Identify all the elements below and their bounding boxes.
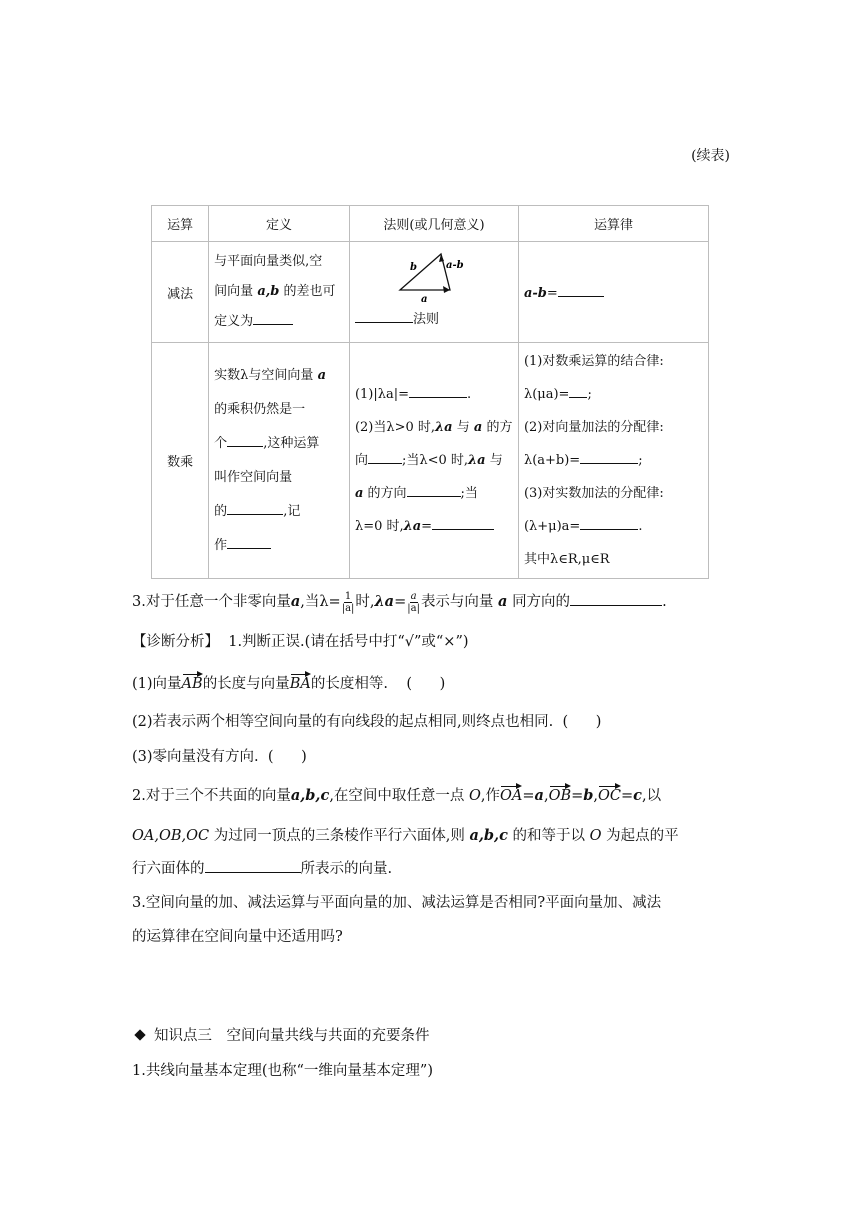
operations-table xyxy=(151,205,709,579)
header-laws: 运算律 xyxy=(518,206,708,242)
scalar-rule: (1)|λa|= . (2)当λ>0 时,λa 与 a 的方 向 ;当λ<0 时,λa 与 a 的方向 ;当 λ=0 时,λa= xyxy=(349,343,518,579)
question-3-line-1: 3.空间向量的加、减法运算与平面向量的加、减法运算是否相同?平面向量加、减法 xyxy=(132,895,662,911)
statement-2: (2)若表示两个相等空间向量的有向线段的起点相同,则终点也相同. ( ) xyxy=(132,714,602,730)
scalar-row xyxy=(152,343,709,579)
header-operation: 运算 xyxy=(152,206,209,242)
answer-parentheses[interactable]: ( ) xyxy=(406,676,446,692)
figure-label-a-minus-b: a-b xyxy=(445,260,464,271)
scalar-definition: 实数λ与空间向量 a 的乘积仍然是一 个 ,这种运算 叫作空间向量 的 ,记 作 xyxy=(209,343,350,579)
scalar-op: 数乘 xyxy=(152,343,209,579)
table-header-row xyxy=(152,206,709,242)
subtraction-laws: a-b= xyxy=(518,242,708,343)
answer-blank[interactable] xyxy=(227,536,271,549)
fraction: $\frac{1}{|a|}$ xyxy=(341,590,355,614)
subtraction-rule: b a-b a 法则 xyxy=(349,242,518,343)
vector-ab: AB xyxy=(181,676,203,692)
answer-blank[interactable] xyxy=(407,484,461,497)
figure-label-b: b xyxy=(409,262,417,273)
question-2-line-1: 2.对于三个不共面的向量a,b,c,在空间中取任意一点 O,作OA=a,OB=b,OC=c,以 xyxy=(132,787,662,804)
triangle-rule-figure xyxy=(355,252,513,308)
continuation-label: (续表) xyxy=(691,148,730,164)
answer-blank[interactable] xyxy=(558,284,604,297)
answer-blank[interactable] xyxy=(409,385,467,398)
answer-blank[interactable] xyxy=(253,312,293,325)
header-rule: 法则(或几何意义) xyxy=(349,206,518,242)
question-3-line-2: 的运算律在空间向量中还适用吗? xyxy=(132,929,343,945)
answer-blank[interactable] xyxy=(580,451,638,464)
diamond-bullet-icon xyxy=(134,1029,145,1040)
header-definition: 定义 xyxy=(209,206,350,242)
statement-1: (1)向量AB的长度与向量BA的长度相等. ( ) xyxy=(132,676,446,692)
answer-parentheses[interactable]: ( ) xyxy=(267,749,307,765)
fraction: $\frac{a}{|a|}$ xyxy=(407,590,420,614)
answer-blank[interactable] xyxy=(227,502,283,515)
answer-blank[interactable] xyxy=(580,517,638,530)
subtraction-definition: 与平面向量类似,空 间向量 a,b 的差也可 定义为 xyxy=(209,242,350,343)
answer-blank[interactable] xyxy=(570,592,662,606)
answer-parentheses[interactable]: ( ) xyxy=(562,714,602,730)
answer-blank[interactable] xyxy=(432,517,494,530)
answer-blank[interactable] xyxy=(355,310,413,323)
question-2-line-2: OA,OB,OC 为过同一顶点的三条棱作平行六面体,则 a,b,c 的和等于以 O 为起点的平 xyxy=(132,827,679,844)
scalar-laws: (1)对数乘运算的结合律: λ(μa)= ; (2)对向量加法的分配律: λ(a+b)= ; (3)对实数加法的分配律: (λ+μ)a= . 其中λ∈R,μ∈R xyxy=(518,343,708,579)
question-2-line-3: 行六面体的 所表示的向量. xyxy=(132,861,393,877)
subtraction-row xyxy=(152,242,709,343)
section-item-1: 1.共线向量基本定理(也称“一维向量基本定理”) xyxy=(132,1063,433,1079)
figure-label-a: a xyxy=(420,294,428,305)
diagnosis-heading: 【诊断分析】 1.判断正误.(请在括号中打“√”或“×”) xyxy=(132,634,469,650)
section-heading: 知识点三 空间向量共线与共面的充要条件 xyxy=(132,1024,430,1045)
answer-blank[interactable] xyxy=(205,859,301,873)
answer-blank[interactable] xyxy=(368,451,402,464)
answer-blank[interactable] xyxy=(227,434,263,447)
item-3: 3.对于任意一个非零向量a,当λ= $\frac{1}{|a|}$ 时,λa= $\frac{a}{|a|}$ 表示与向量 a 同方向的 . xyxy=(132,590,667,614)
statement-3: (3)零向量没有方向. ( ) xyxy=(132,749,307,765)
answer-blank[interactable] xyxy=(569,385,587,398)
vector-ba: BA xyxy=(289,676,311,692)
subtraction-op: 减法 xyxy=(152,242,209,343)
